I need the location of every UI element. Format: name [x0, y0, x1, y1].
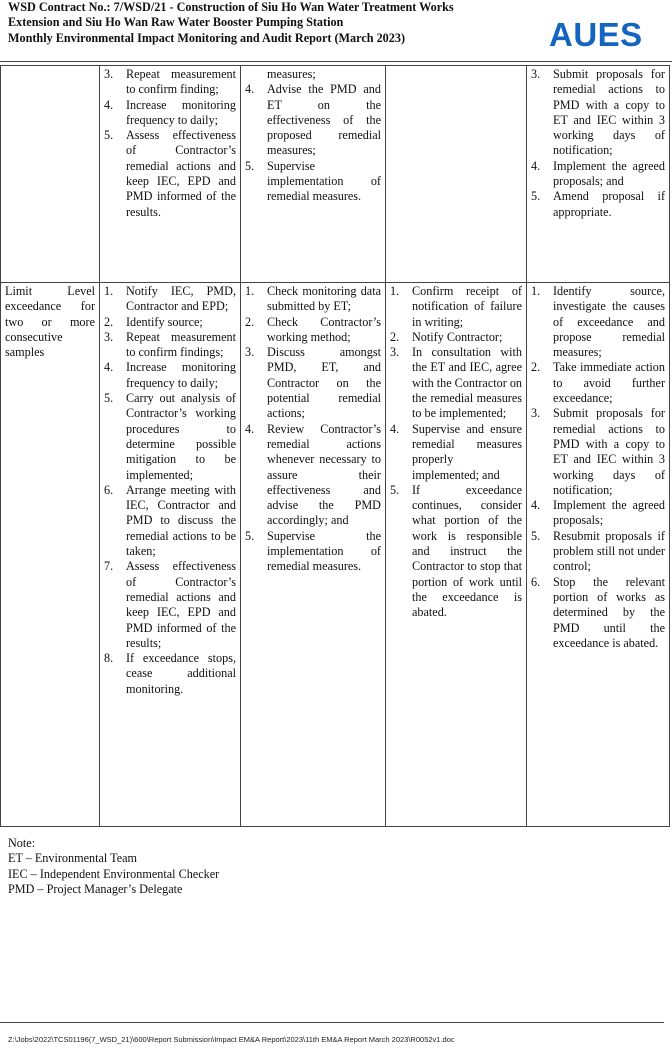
notes-section [8, 836, 219, 897]
list-item [531, 575, 665, 651]
item-text: Take immediate action to avoid further exceedance; [553, 360, 665, 406]
item-text: Increase monitoring frequency to daily; [126, 360, 236, 390]
document-header [8, 0, 568, 46]
list-item [390, 330, 522, 345]
item-number: 5. [245, 528, 255, 543]
file-path-footer: Z:\Jobs\2022\TCS01196(7_WSD_21)\600\Report Submission\Impact EM&A Report\2023\11th EM&A Report March 2023\R0052v1.doc [8, 1035, 455, 1044]
list-item [245, 422, 381, 529]
item-number: 7. [104, 559, 114, 574]
table-row [1, 66, 670, 283]
aues-logo: AUES [549, 16, 643, 53]
item-number: 1. [245, 284, 255, 298]
item-number: 3. [104, 67, 114, 81]
item-number: 5. [531, 528, 541, 543]
item-text: Check monitoring data submitted by ET; [267, 284, 381, 314]
header-line-2: Extension and Siu Ho Wan Raw Water Booster Pumping Station [8, 15, 344, 30]
list-item [104, 284, 236, 315]
list-item [245, 67, 381, 82]
item-text: Identify source; [126, 314, 203, 329]
item-number: 5. [390, 482, 400, 497]
item-number: 5. [104, 128, 114, 143]
list-item [104, 559, 236, 651]
item-text: Review Contractor’s remedial actions whenever necessary to assure their effectiveness and advise the PMD accordingly; and [267, 421, 381, 528]
iec-cell [241, 66, 386, 283]
item-text: Check Contractor’s working method; [267, 314, 381, 344]
item-text: If exceedance continues, consider what portion of the work is responsible and instruct the Contractor to stop that portion of work until the exceedance is abated. [412, 482, 522, 620]
header-line-3: Monthly Environmental Impact Monitoring and Audit Report (March 2023) [8, 30, 406, 45]
item-text: Advise the PMD and ET on the effectiveness of the proposed remedial measures; [267, 82, 381, 158]
item-number: 4. [531, 498, 541, 513]
item-number: 4. [531, 158, 541, 173]
item-number: 3. [245, 345, 255, 360]
item-text: Amend proposal if appropriate. [553, 189, 665, 219]
item-text: Supervise implementation of remedial measures. [267, 158, 381, 204]
item-number: 1. [104, 284, 114, 298]
item-text: Submit proposals for remedial actions to PMD with a copy to ET and IEC within 3 working days of notification; [553, 406, 665, 497]
list-item [390, 345, 522, 421]
item-text: Repeat measurement to confirm finding; [126, 67, 236, 97]
item-text: Supervise and ensure remedial measures properly implemented; and [412, 421, 522, 482]
list-item [531, 406, 665, 498]
item-text: measures; [267, 67, 316, 81]
item-text: Resubmit proposals if problem still not under control; [553, 528, 665, 574]
item-number: 2. [390, 329, 400, 344]
item-text: Stop the relevant portion of works as determined by the PMD until the exceedance is abated. [553, 574, 665, 650]
list-item [390, 483, 522, 621]
note-line: PMD – Project Manager’s Delegate [8, 881, 183, 896]
item-text: Arrange meeting with IEC, Contractor and PMD to discuss the remedial actions to be taken; [126, 482, 236, 559]
pmd-cell [386, 66, 527, 283]
header-line-1: WSD Contract No.: 7/WSD/21 - Construction of Siu Ho Wan Water Treatment Works [8, 0, 454, 14]
et-cell [100, 66, 241, 283]
item-number: 4. [104, 97, 114, 112]
item-text: Supervise the implementation of remedial measures. [267, 528, 381, 574]
list-item [531, 159, 665, 190]
list-item [245, 82, 381, 158]
item-text: Identify source, investigate the causes of exceedance and propose remedial measures; [553, 284, 665, 360]
item-number: 3. [531, 67, 541, 81]
item-number: 2. [104, 314, 114, 329]
item-text: In consultation with the ET and IEC, agree with the Contractor on the remedial measures to be implemented; [412, 345, 523, 421]
event-cell [1, 66, 100, 283]
event-cell: Limit Level exceedance for two or more consecutive samples [1, 283, 100, 827]
item-number: 5. [531, 189, 541, 204]
item-text: Repeat measurement to confirm findings; [126, 329, 236, 360]
list-item [245, 345, 381, 421]
item-text: Confirm receipt of notification of failure in writing; [412, 284, 522, 329]
item-text: Notify Contractor; [412, 329, 503, 344]
item-number: 6. [531, 574, 541, 589]
item-text: Assess effectiveness of Contractor’s remedial actions and keep IEC, EPD and PMD informed of the results. [126, 128, 236, 219]
item-number: 1. [531, 284, 541, 298]
list-item [390, 422, 522, 483]
list-item [531, 284, 665, 360]
item-number: 4. [245, 82, 255, 97]
item-number [245, 67, 267, 82]
et-cell [100, 283, 241, 827]
list-item [245, 529, 381, 575]
item-text: Discuss amongst PMD, ET, and Contractor on the potential remedial actions; [267, 345, 381, 421]
item-number: 5. [104, 391, 114, 406]
list-item [245, 315, 381, 346]
item-number: 3. [390, 345, 400, 360]
item-number: 2. [531, 360, 541, 375]
list-item [104, 391, 236, 483]
list-item [104, 651, 236, 697]
item-number: 6. [104, 482, 114, 497]
list-item [531, 189, 665, 220]
list-item [531, 529, 665, 575]
item-text: Implement the agreed proposals; [553, 498, 665, 528]
item-number: 4. [104, 360, 114, 375]
pmd-cell [386, 283, 527, 827]
item-number: 3. [531, 406, 541, 421]
list-item [104, 330, 236, 361]
action-plan-table [0, 65, 670, 827]
list-item [245, 159, 381, 205]
header-divider [0, 61, 672, 62]
item-text: Implement the agreed proposals; and [553, 158, 665, 189]
footer-divider [0, 1022, 664, 1023]
item-text: Submit proposals for remedial actions to PMD with a copy to ET and IEC within 3 working days of notification; [553, 67, 665, 158]
iec-cell [241, 283, 386, 827]
item-number: 8. [104, 651, 114, 666]
list-item [245, 284, 381, 315]
list-item [104, 128, 236, 220]
item-text: Increase monitoring frequency to daily; [126, 97, 236, 127]
list-item [104, 483, 236, 559]
note-line: ET – Environmental Team [8, 851, 138, 866]
list-item [104, 315, 236, 330]
note-line: IEC – Independent Environmental Checker [8, 866, 220, 881]
item-text: Notify IEC, PMD, Contractor and EPD; [126, 284, 236, 314]
item-number: 4. [390, 421, 400, 436]
list-item [104, 360, 236, 391]
list-item [531, 67, 665, 159]
contractor-cell [527, 66, 670, 283]
list-item [104, 98, 236, 129]
list-item [104, 67, 236, 98]
notes-title: Note: [8, 836, 36, 850]
contractor-cell [527, 283, 670, 827]
table-row [1, 283, 670, 827]
item-text: Assess effectiveness of Contractor’s remedial actions and keep IEC, EPD and PMD informed of the results; [126, 559, 236, 650]
item-number: 1. [390, 284, 400, 298]
item-number: 5. [245, 158, 255, 173]
list-item [531, 498, 665, 529]
list-item [390, 284, 522, 330]
item-number: 4. [245, 421, 255, 436]
item-text: Carry out analysis of Contractor’s working procedures to determine possible mitigation to be implemented; [126, 391, 236, 482]
item-number: 3. [104, 329, 114, 344]
list-item [531, 360, 665, 406]
item-number: 2. [245, 314, 255, 329]
item-text: If exceedance stops, cease additional monitoring. [126, 651, 236, 696]
